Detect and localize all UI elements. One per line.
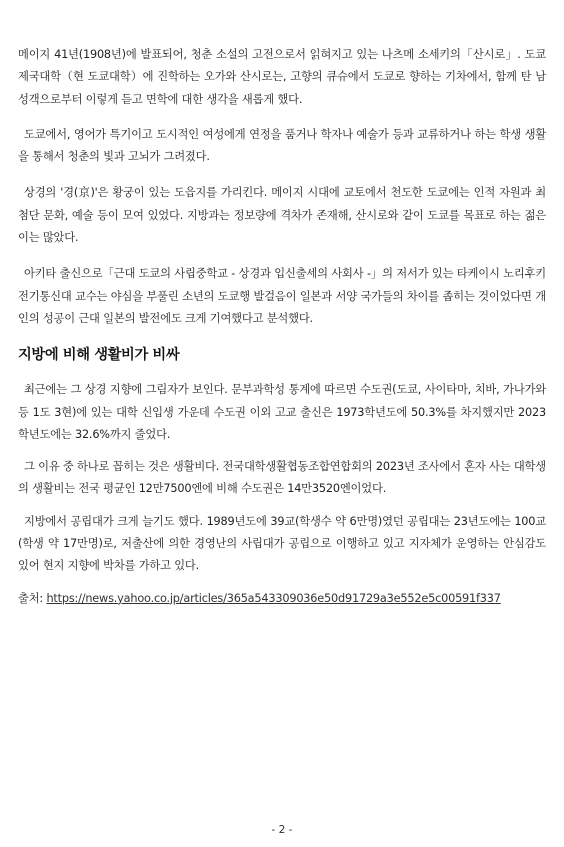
paragraph-3: 상경의 '경(京)'은 황궁이 있는 도읍지를 가리킨다. 메이지 시대에 교토에서 천도한 도쿄에는 인적 자원과 최첨단 문화, 예술 등이 모여 있었다. 지방과는 정보량에 격차가 존재해, 산시로와 같이 도쿄를 목표로 하는 젊은이는 많았다. xyxy=(18,186,546,245)
paragraph-2: 도쿄에서, 영어가 특기이고 도시적인 여성에게 연정을 품거나 학자나 예술가 등과 교류하거나 하는 학생 생활을 통해서 청춘의 빛과 고뇌가 그려졌다. xyxy=(18,127,546,164)
paragraph-7: 지방에서 공립대가 크게 늘기도 했다. 1989년도에 39교(학생수 약 6만명)였던 공립대는 23년도에는 100교(학생 약 17만명)로, 저출산에 의한 경영난의 사립대가 공립으로 이행하고 있고 지자체가 운영하는 안심감도 있어 현지 지향에 박차를 가하고 있다. xyxy=(18,514,546,573)
page-number: - 2 - xyxy=(271,824,293,836)
article-body xyxy=(18,44,546,610)
section-heading: 지방에 비해 생활비가 비싸 xyxy=(18,347,180,364)
paragraph-1: 메이지 41년(1908년)에 발표되어, 청춘 소설의 고전으로서 읽혀지고 있는 나츠메 소세키의「산시로」. 도쿄제국대학（현 도쿄대학）에 진학하는 오가와 산시로는, 고향의 큐슈에서 도쿄로 향하는 기차에서, 함께 탄 남성객으로부터 이렇게 듣고 면학에 대한 생각을 새롭게 했다. xyxy=(18,48,546,106)
source-label: 출처: xyxy=(18,591,44,605)
source-link[interactable]: https://news.yahoo.co.jp/articles/365a543309036e50d91729a3e552e5c00591f337 xyxy=(46,591,501,605)
paragraph-5: 최근에는 그 상경 지향에 그림자가 보인다. 문부과학성 통계에 따르면 수도권(도쿄, 사이타마, 치바, 가나가와 등 1도 3현)에 있는 대학 신입생 가운데 수도권 이외 고교 출신은 1973학년도에 50.3%를 차지했지만 2023학년도에는 32.6%까지 줄었다. xyxy=(18,383,546,441)
source-line xyxy=(18,588,546,610)
paragraph-4: 아키타 출신으로「근대 도쿄의 사립중학교 - 상경과 입신출세의 사회사 -」의 저서가 있는 타케이시 노리후키 전기통신대 교수는 야심을 부풀린 소년의 도쿄행 발걸음이 일본과 서양 국가들의 차이를 좁히는 것이었다면 개인의 성공이 근대 일본의 발전에도 크게 기여했다고 분석했다. xyxy=(18,267,546,325)
paragraph-6: 그 이유 중 하나로 꼽히는 것은 생활비다. 전국대학생활협동조합연합회의 2023년 조사에서 혼자 사는 대학생의 생활비는 전국 평균인 12만7500엔에 비해 수도권은 14만3520엔이었다. xyxy=(18,460,546,496)
